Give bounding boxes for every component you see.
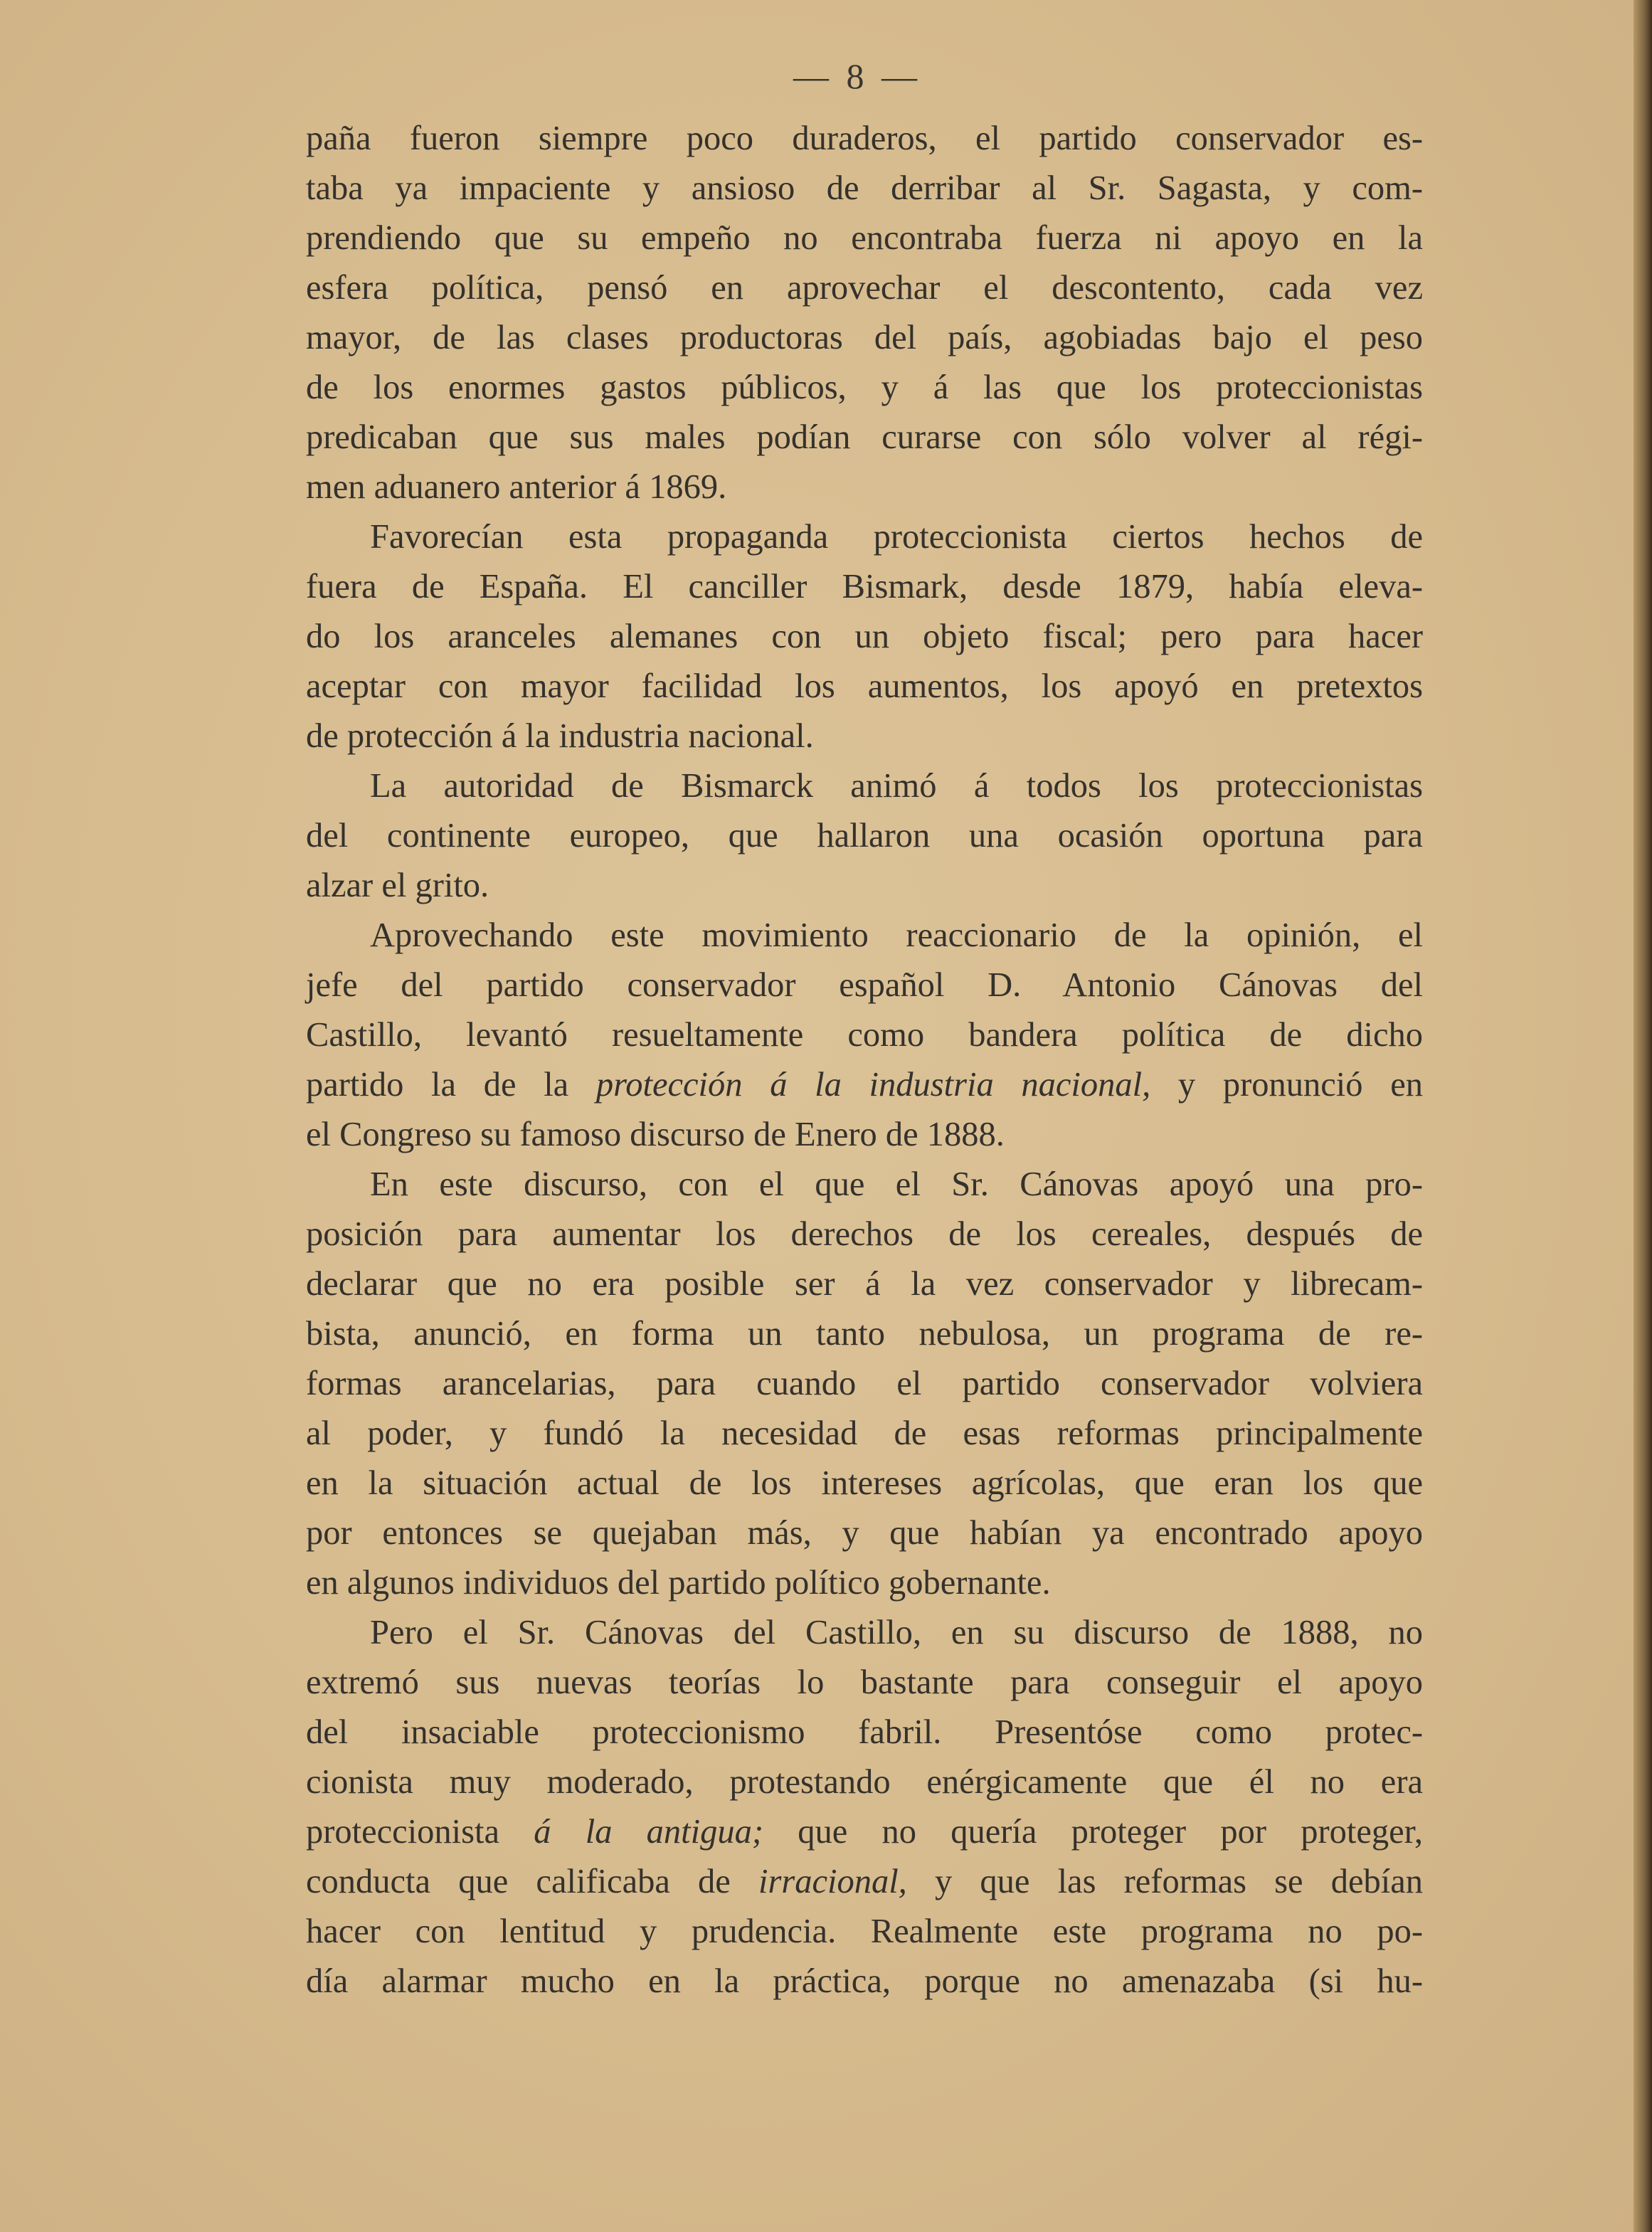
text-span: esfera política, pensó en aprovechar el descontento, cada vez	[306, 269, 1423, 307]
text-span: Aprovechando este movimiento reaccionario de la opinión, el	[370, 916, 1423, 954]
body-text	[306, 114, 1423, 2006]
text-line	[306, 662, 1423, 712]
text-line	[306, 562, 1423, 612]
text-line	[306, 512, 1423, 562]
text-line	[306, 1359, 1423, 1409]
text-span: posición para aumentar los derechos de los cereales, después de	[306, 1215, 1423, 1253]
text-span: hacer con lentitud y prudencia. Realmente este programa no po-	[306, 1913, 1423, 1950]
text-span: por entonces se quejaban más, y que habían ya encontrado apoyo	[306, 1514, 1423, 1552]
text-line	[306, 1210, 1423, 1259]
text-line	[306, 1757, 1423, 1807]
text-span: y que las reformas se debían	[906, 1863, 1423, 1900]
text-line	[306, 1409, 1423, 1459]
text-line	[306, 961, 1423, 1010]
text-line	[306, 811, 1423, 861]
text-span: del continente europeo, que hallaron una ocasión oportuna para	[306, 817, 1423, 855]
text-span: prendiendo que su empeño no encontraba fuerza ni apoyo en la	[306, 219, 1423, 257]
text-span: en la situación actual de los intereses agrícolas, que eran los que	[306, 1464, 1423, 1502]
text-line	[306, 1658, 1423, 1708]
text-span: paña fueron siempre poco duraderos, el partido conservador es-	[306, 120, 1423, 157]
text-line	[306, 612, 1423, 662]
text-line	[306, 114, 1423, 164]
text-span: alzar el grito.	[306, 867, 489, 904]
text-line	[306, 1957, 1423, 2006]
italic-text-span: á la antigua;	[534, 1813, 764, 1851]
text-line	[306, 1259, 1423, 1309]
text-span: conducta que calificaba de	[306, 1863, 758, 1900]
text-span: La autoridad de Bismarck animó á todos los proteccionistas	[370, 767, 1423, 805]
text-line	[306, 1608, 1423, 1658]
text-span: partido la de la	[306, 1066, 596, 1104]
text-span: día alarmar mucho en la práctica, porque no amenazaba (si hu-	[306, 1962, 1423, 2000]
text-line	[306, 413, 1423, 462]
text-span: predicaban que sus males podían curarse con sólo volver al régi-	[306, 418, 1423, 456]
text-span: En este discurso, con el que el Sr. Cánovas apoyó una pro-	[370, 1165, 1423, 1203]
text-line	[306, 363, 1423, 413]
text-span: jefe del partido conservador español D. Antonio Cánovas del	[306, 966, 1423, 1004]
text-line	[306, 1110, 1423, 1160]
text-span: y pronunció en	[1150, 1066, 1423, 1104]
page-number: — 8 —	[793, 56, 921, 96]
text-line	[306, 1558, 1423, 1608]
text-span: aceptar con mayor facilidad los aumentos, los apoyó en pretextos	[306, 667, 1423, 705]
text-span: Pero el Sr. Cánovas del Castillo, en su discurso de 1888, no	[370, 1614, 1423, 1651]
text-line	[306, 1309, 1423, 1359]
text-line	[306, 1907, 1423, 1957]
text-span: men aduanero anterior á 1869.	[306, 468, 727, 506]
text-line	[306, 712, 1423, 761]
text-span: del insaciable proteccionismo fabril. Presentóse como protec-	[306, 1713, 1423, 1751]
text-line	[306, 1508, 1423, 1558]
text-line	[306, 1807, 1423, 1857]
text-span: declarar que no era posible ser á la vez conservador y librecam-	[306, 1265, 1423, 1303]
text-line	[306, 1160, 1423, 1210]
text-line	[306, 213, 1423, 263]
text-span: Castillo, levantó resueltamente como bandera política de dicho	[306, 1016, 1423, 1054]
text-span: al poder, y fundó la necesidad de esas reformas principalmente	[306, 1414, 1423, 1452]
text-line	[306, 1060, 1423, 1110]
italic-text-span: protección á la industria nacional,	[595, 1066, 1151, 1104]
text-span: que no quería proteger por proteger,	[763, 1813, 1424, 1851]
text-line	[306, 1857, 1423, 1907]
text-span: en algunos individuos del partido político gobernante.	[306, 1564, 1051, 1602]
text-line	[306, 263, 1423, 313]
text-span: mayor, de las clases productoras del país, agobiadas bajo el peso	[306, 319, 1423, 356]
text-span: formas arancelarias, para cuando el partido conservador volviera	[306, 1365, 1423, 1402]
text-span: de los enormes gastos públicos, y á las que los proteccionistas	[306, 369, 1423, 406]
text-span: do los aranceles alemanes con un objeto fiscal; pero para hacer	[306, 618, 1423, 655]
text-line	[306, 1010, 1423, 1060]
text-span: taba ya impaciente y ansioso de derribar al Sr. Sagasta, y com-	[306, 169, 1423, 207]
italic-text-span: irracional,	[758, 1863, 907, 1900]
text-span: el Congreso su famoso discurso de Enero de 1888.	[306, 1116, 1005, 1153]
text-span: bista, anunció, en forma un tanto nebulosa, un programa de re-	[306, 1315, 1423, 1353]
text-line	[306, 1708, 1423, 1757]
text-line	[306, 164, 1423, 213]
text-span: proteccionista	[306, 1813, 534, 1851]
text-line	[306, 761, 1423, 811]
page-binding-edge	[1634, 0, 1652, 2232]
text-line	[306, 861, 1423, 911]
text-span: cionista muy moderado, protestando enérgicamente que él no era	[306, 1763, 1423, 1801]
text-span: fuera de España. El canciller Bismark, desde 1879, había eleva-	[306, 568, 1423, 605]
text-line	[306, 313, 1423, 363]
text-span: de protección á la industria nacional.	[306, 717, 814, 755]
text-span: Favorecían esta propaganda proteccionista ciertos hechos de	[370, 518, 1423, 556]
text-line	[306, 462, 1423, 512]
text-span: extremó sus nuevas teorías lo bastante para conseguir el apoyo	[306, 1664, 1423, 1701]
text-line	[306, 1459, 1423, 1508]
text-line	[306, 911, 1423, 961]
